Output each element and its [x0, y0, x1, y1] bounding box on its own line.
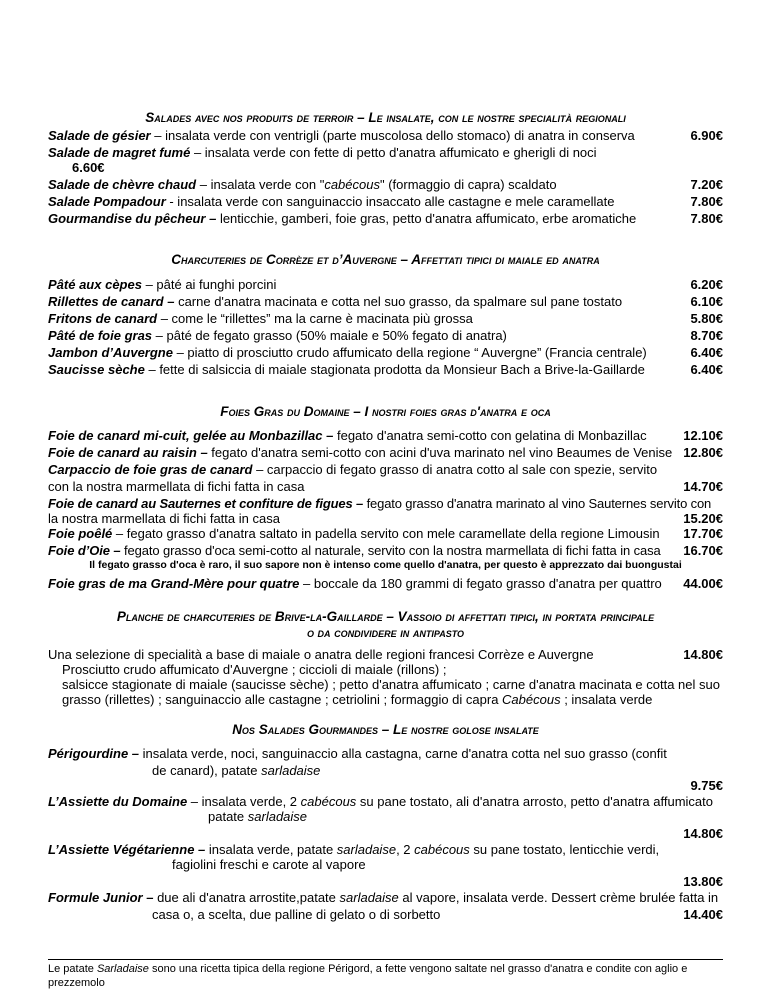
- menu-item: Saucisse sèche – fette di salsiccia di maiale stagionata prodotta da Monsieur Bach a Brive-la-Gaillarde: [48, 362, 645, 377]
- item-price: 12.10€: [683, 428, 723, 443]
- section-title-charcuteries: Charcuteries de Corrèze et d’Auvergne – Affettati tipici di maiale ed anatra: [171, 252, 600, 267]
- item-price: 7.80€: [690, 211, 723, 226]
- section-title-salades-gourmandes: Nos Salades Gourmandes – Le nostre golose insalate: [232, 722, 539, 737]
- item-price: 6.60€: [72, 160, 105, 175]
- menu-item: Carpaccio de foie gras de canard – carpaccio di fegato grasso di anatra cotto al sale con spezie, servito: [48, 462, 658, 477]
- item-description-cont: fagiolini freschi e carote al vapore: [172, 857, 366, 872]
- planche-detail: grasso (rillettes) ; sanguinaccio alle castagne ; cetriolini ; formaggio di capra Cabécous ; insalata verde: [62, 692, 653, 707]
- planche-intro: Una selezione di specialità a base di maiale o anatra delle regioni francesi Corrèze e Auvergne: [48, 647, 594, 662]
- item-price: 7.80€: [690, 194, 723, 209]
- item-price: 7.20€: [690, 177, 723, 192]
- item-price: 14.70€: [683, 479, 723, 494]
- section-title-foies-gras: Foies Gras du Domaine – I nostri foies gras d'anatra e oca: [220, 404, 551, 419]
- menu-item: Pâté aux cèpes – pâté ai funghi porcini: [48, 277, 277, 292]
- item-price: 14.40€: [683, 907, 723, 922]
- menu-item: Salade de gésier – insalata verde con ventrigli (parte muscolosa dello stomaco) di anatra in conserva: [48, 128, 635, 143]
- item-description-cont: patate sarladaise: [208, 809, 308, 824]
- menu-item: Salade Pompadour - insalata verde con sanguinaccio insaccato alle castagne e mele caramellate: [48, 194, 615, 209]
- item-price: 6.40€: [690, 362, 723, 377]
- menu-item: Foie poêlé – fegato grasso d'anatra saltato in padella servito con mele caramellate della regione Limousin: [48, 526, 660, 541]
- planche-detail: Prosciutto crudo affumicato d'Auvergne ; ciccioli di maiale (rillons) ;: [62, 662, 447, 677]
- item-description-cont: con la nostra marmellata di fichi fatta in casa: [48, 479, 305, 494]
- item-price: 12.80€: [683, 445, 723, 460]
- menu-item: L’Assiette Végétarienne – insalata verde, patate sarladaise, 2 cabécous su pane tostato, lenticchie verdi,: [48, 842, 660, 857]
- section-subtitle-planche: o da condividere in antipasto: [306, 625, 465, 640]
- menu-item: Périgourdine – insalata verde, noci, sanguinaccio alla castagna, carne d'anatra cotta nel suo grasso (confit: [48, 746, 667, 761]
- item-price: 8.70€: [690, 328, 723, 343]
- item-price: 15.20€: [683, 511, 723, 526]
- item-price: 14.80€: [683, 647, 723, 662]
- foie-oie-note: Il fegato grasso d'oca è raro, il suo sapore non è intenso come quello d'anatra, per questo è apprezzato dai buongustai: [89, 559, 682, 571]
- menu-item: Gourmandise du pêcheur – lenticchie, gamberi, foie gras, petto d'anatra affumicato, erbe aromatiche: [48, 211, 637, 226]
- menu-item: Salade de chèvre chaud – insalata verde con "cabécous" (formaggio di capra) scaldato: [48, 177, 557, 192]
- item-price: 5.80€: [690, 311, 723, 326]
- item-price: 16.70€: [683, 543, 723, 558]
- item-price: 14.80€: [683, 826, 723, 841]
- item-description-cont: de canard), patate sarladaise: [152, 763, 321, 778]
- footer-divider: [48, 959, 723, 960]
- menu-item: Fritons de canard – come le “rillettes” ma la carne è macinata più grossa: [48, 311, 473, 326]
- section-title-salades: Salades avec nos produits de terroir – Le insalate, con le nostre specialità regionali: [145, 110, 626, 125]
- item-price: 13.80€: [683, 874, 723, 889]
- item-description-cont: la nostra marmellata di fichi fatta in casa: [48, 511, 280, 526]
- item-description-cont: casa o, a scelta, due palline di gelato o di sorbetto: [152, 907, 441, 922]
- planche-detail: salsicce stagionate di maiale (saucisse sèche) ; petto d'anatra affumicato ; carne d'anatra macinata e cotta nel suo: [62, 677, 720, 692]
- item-price: 6.20€: [690, 277, 723, 292]
- menu-item: Foie de canard mi-cuit, gelée au Monbazillac – fegato d'anatra semi-cotto con gelatina di Monbazillac: [48, 428, 647, 443]
- item-price: 6.10€: [690, 294, 723, 309]
- footer-note: Le patate Sarladaise sono una ricetta tipica della regione Périgord, a fette vengono saltate nel grasso d'anatra e condite con aglio e prezzemolo: [48, 963, 688, 989]
- item-price: 17.70€: [683, 526, 723, 541]
- menu-item: Formule Junior – due ali d'anatra arrostite,patate sarladaise al vapore, insalata verde. Dessert crème brulée fatta in: [48, 890, 719, 905]
- item-price: 9.75€: [690, 778, 723, 793]
- menu-item: Foie de canard au raisin – fegato d'anatra semi-cotto con acini d'uva marinato nel vino Beaumes de Venise: [48, 445, 673, 460]
- menu-item: Jambon d’Auvergne – piatto di prosciutto crudo affumicato della regione “ Auvergne” (Francia centrale): [48, 345, 647, 360]
- menu-item: Rillettes de canard – carne d'anatra macinata e cotta nel suo grasso, da spalmare sul pane tostato: [48, 294, 623, 309]
- item-price: 6.40€: [690, 345, 723, 360]
- item-price: 44.00€: [683, 576, 723, 591]
- menu-item: Foie d’Oie – fegato grasso d'oca semi-cotto al naturale, servito con la nostra marmellata di fichi fatta in casa: [48, 543, 661, 558]
- menu-item: Foie gras de ma Grand-Mère pour quatre – boccale da 180 grammi di fegato grasso d'anatra per quattro: [48, 576, 662, 591]
- item-price: 6.90€: [690, 128, 723, 143]
- section-title-planche: Planche de charcuteries de Brive-la-Gaillarde – Vassoio di affettati tipici, in portata principale: [116, 609, 655, 624]
- menu-item: Salade de magret fumé – insalata verde con fette di petto d'anatra affumicato e gherigli di noci: [48, 145, 597, 160]
- menu-item: L’Assiette du Domaine – insalata verde, 2 cabécous su pane tostato, ali d'anatra arrosto, petto d'anatra affumicato: [48, 794, 713, 809]
- menu-item: Pâté de foie gras – pâté de fegato grasso (50% maiale e 50% fegato di anatra): [48, 328, 507, 343]
- menu-item: Foie de canard au Sauternes et confiture de figues – fegato grasso d'anatra marinato al vino Sauternes servito con: [48, 496, 712, 511]
